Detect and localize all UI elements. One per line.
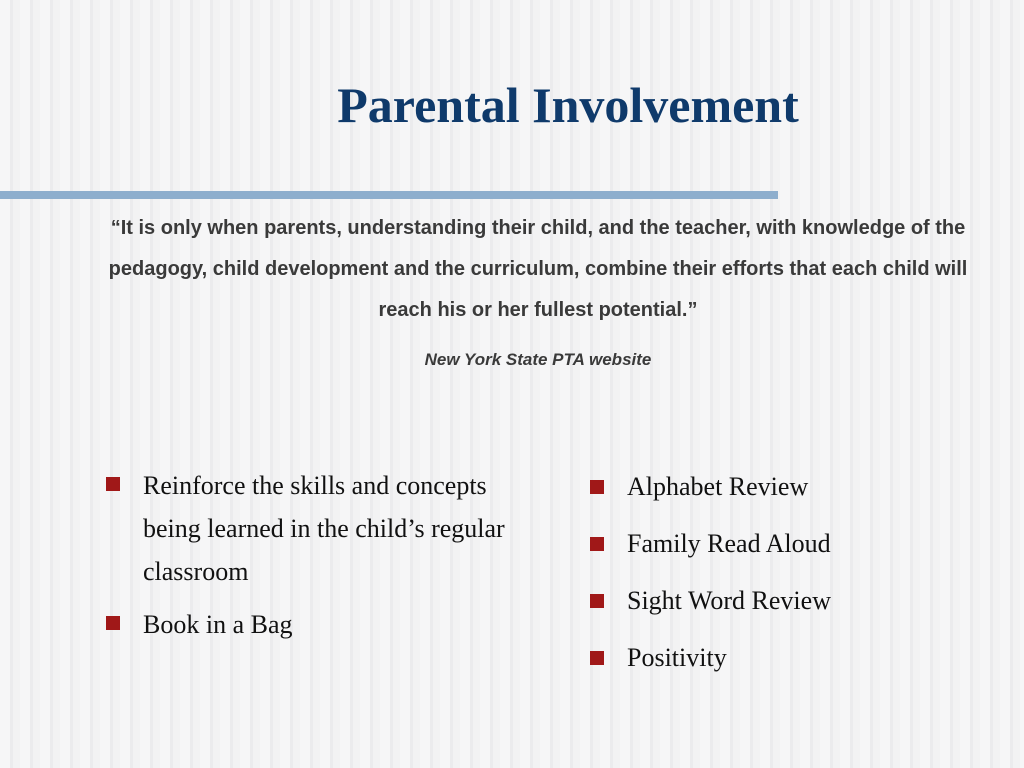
list-item-text: Sight Word Review (627, 586, 831, 615)
square-bullet-icon (590, 480, 604, 494)
square-bullet-icon (106, 616, 120, 630)
list-item (590, 468, 990, 506)
right-bullet-list (590, 468, 990, 696)
list-item (106, 603, 526, 646)
square-bullet-icon (590, 594, 604, 608)
square-bullet-icon (590, 651, 604, 665)
list-item-text: Alphabet Review (627, 472, 809, 501)
quote-source: New York State PTA website (424, 350, 652, 369)
list-item (106, 464, 526, 593)
list-item-text: Reinforce the skills and concepts being learned in the child’s regular classroom (143, 471, 505, 586)
list-item-text: Book in a Bag (143, 610, 293, 639)
quote-text: “It is only when parents, understanding their child, and the teacher, with knowledge of the pedagogy, child development and the curriculum, combine their efforts that each child will reach his or her fullest potential.” (108, 217, 968, 321)
square-bullet-icon (106, 477, 120, 491)
square-bullet-icon (590, 537, 604, 551)
left-bullet-list (106, 464, 526, 656)
list-item (590, 582, 990, 620)
list-item-text: Positivity (627, 643, 727, 672)
title-divider (0, 191, 778, 199)
list-item (590, 639, 990, 677)
list-item (590, 525, 990, 563)
slide-title: Parental Involvement (337, 77, 799, 133)
list-item-text: Family Read Aloud (627, 529, 831, 558)
